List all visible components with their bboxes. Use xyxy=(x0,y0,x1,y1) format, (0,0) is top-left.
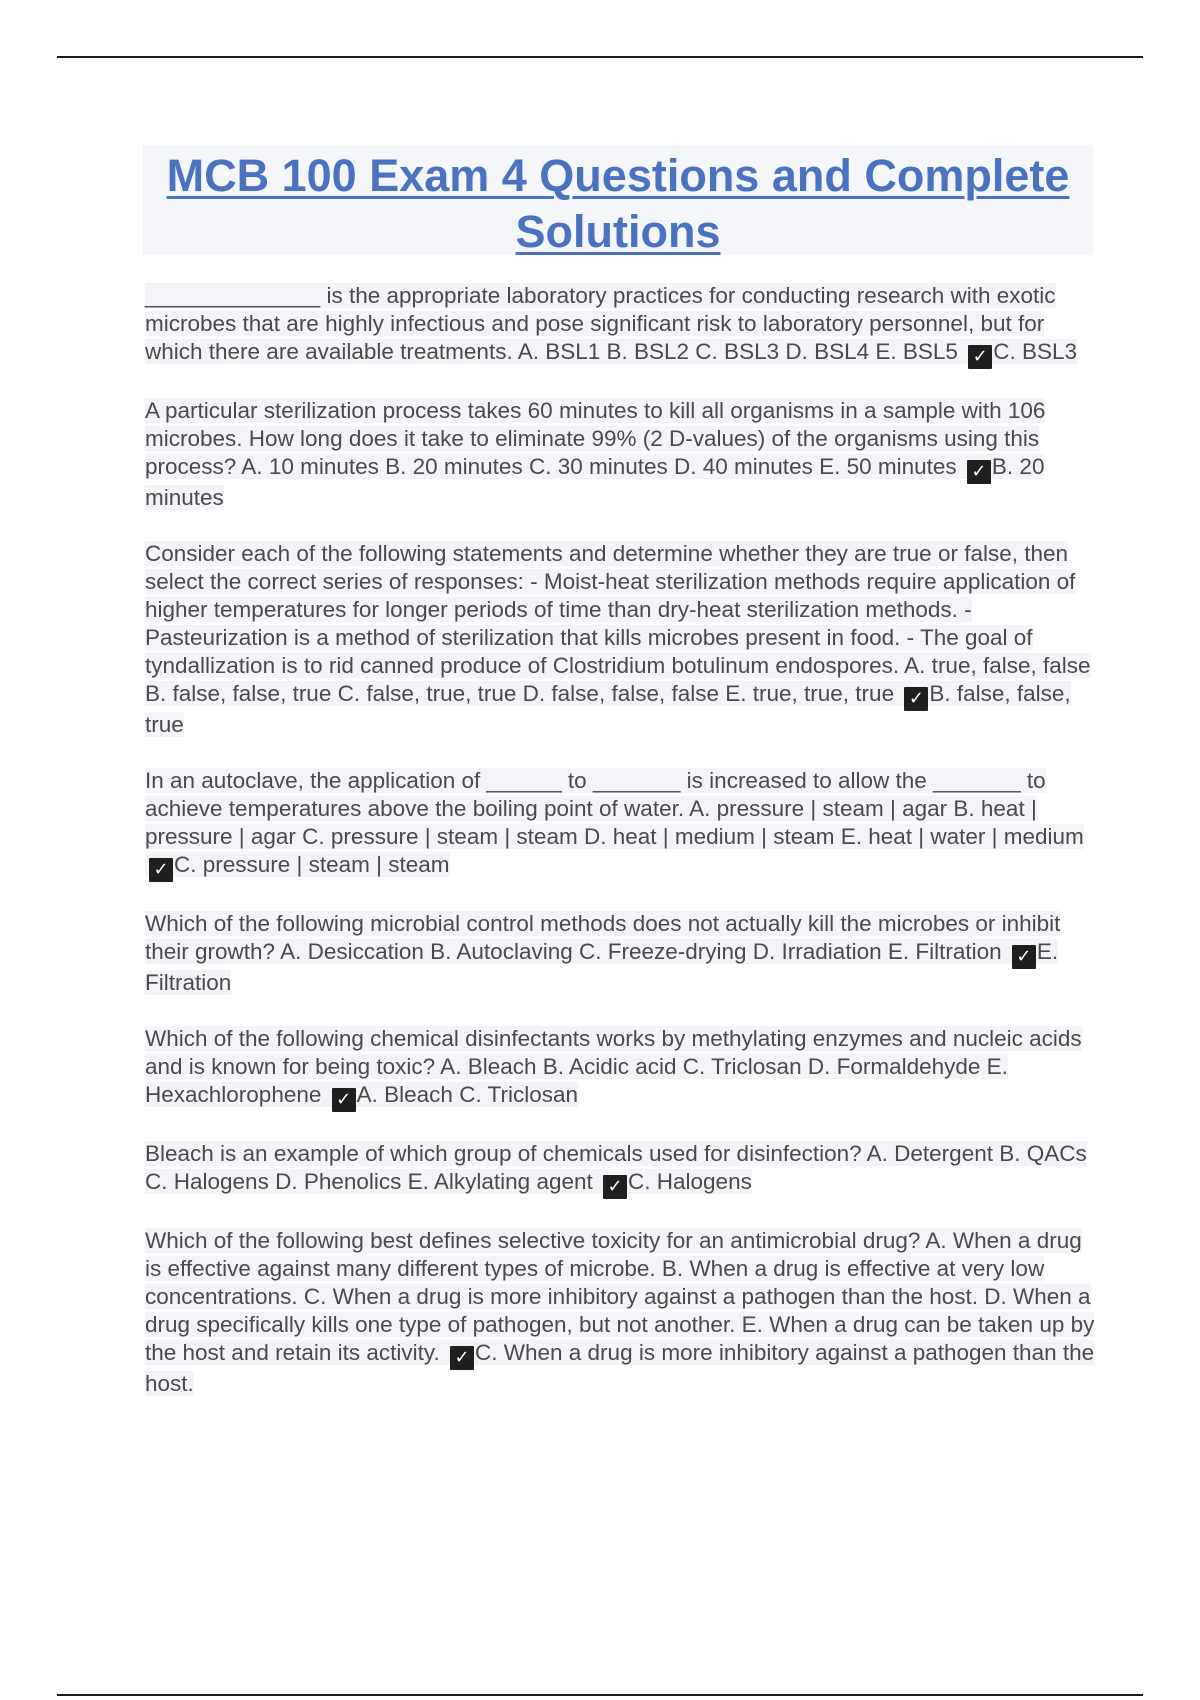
qa-item xyxy=(145,910,1095,997)
question-text: In an autoclave, the application of ______ to _______ is increased to allow the _______ to achieve temperatures above the boiling point of water. A. pressure | steam | agar B. heat | pressure | agar C. pressure | steam | steam D. heat | medium | steam E. heat | water | medium xyxy=(145,768,1084,849)
answer-text: B. 20 minutes xyxy=(145,454,1045,510)
question-text: ______________ is the appropriate laboratory practices for conducting research with exotic microbes that are highly infectious and pose significant risk to laboratory personnel, but for which there are available treatments. A. BSL1 B. BSL2 C. BSL3 D. BSL4 E. BSL5 xyxy=(145,283,1056,364)
checkmark-icon: ✓ xyxy=(904,687,928,711)
checkmark-icon: ✓ xyxy=(332,1088,356,1112)
answer-text: C. Halogens xyxy=(628,1169,752,1194)
checkmark-icon: ✓ xyxy=(450,1346,474,1370)
answer-text: E. Filtration xyxy=(145,939,1059,995)
question-text: Which of the following microbial control methods does not actually kill the microbes or inhibit their growth? A. Desiccation B. Autoclaving C. Freeze-drying D. Irradiation E. Filtration xyxy=(145,911,1061,964)
top-rule xyxy=(57,56,1143,58)
question-text: Consider each of the following statements and determine whether they are true or false, then select the correct series of responses: - Moist-heat sterilization methods require application of higher temperatures for longer periods of time than dry-heat sterilization methods. - Pasteurization is a method of sterilization that kills microbes present in food. - The goal of tyndallization is to rid canned produce of Clostridium botulinum endospores. A. true, false, false B. false, false, true C. false, true, true D. false, false, false E. true, true, true xyxy=(145,541,1091,706)
qa-item xyxy=(145,282,1095,369)
checkmark-icon: ✓ xyxy=(1012,945,1036,969)
document-title: MCB 100 Exam 4 Questions and Complete Solutions xyxy=(166,150,1070,257)
answer-text: C. pressure | steam | steam xyxy=(174,852,450,877)
bottom-rule xyxy=(57,1694,1143,1696)
question-text: Bleach is an example of which group of chemicals used for disinfection? A. Detergent B. QACs C. Halogens D. Phenolics E. Alkylating agent xyxy=(145,1141,1087,1194)
question-text: Which of the following chemical disinfectants works by methylating enzymes and nucleic acids and is known for being toxic? A. Bleach B. Acidic acid C. Triclosan D. Formaldehyde E. Hexachlorophene xyxy=(145,1026,1082,1107)
qa-item xyxy=(145,540,1095,739)
question-list xyxy=(145,282,1095,1426)
checkmark-icon: ✓ xyxy=(968,345,992,369)
qa-item xyxy=(145,1025,1095,1112)
checkmark-icon: ✓ xyxy=(967,460,991,484)
qa-item xyxy=(145,1227,1095,1398)
answer-text: A. Bleach C. Triclosan xyxy=(356,1082,578,1107)
question-text: A particular sterilization process takes 60 minutes to kill all organisms in a sample with 106 microbes. How long does it take to eliminate 99% (2 D-values) of the organisms using this process? A. 10 minutes B. 20 minutes C. 30 minutes D. 40 minutes E. 50 minutes xyxy=(145,398,1046,479)
qa-item xyxy=(145,397,1095,512)
qa-item xyxy=(145,1140,1095,1199)
answer-text: C. BSL3 xyxy=(993,339,1078,364)
checkmark-icon: ✓ xyxy=(603,1175,627,1199)
question-text: Which of the following best defines selective toxicity for an antimicrobial drug? A. When a drug is effective against many different types of microbe. B. When a drug is effective at very low concentrations. C. When a drug is more inhibitory against a pathogen than the host. D. When a drug specifically kills one type of pathogen, but not another. E. When a drug can be taken up by the host and retain its activity. xyxy=(145,1228,1095,1365)
answer-text: B. false, false, true xyxy=(145,681,1071,737)
title-banner xyxy=(143,145,1093,255)
checkmark-icon: ✓ xyxy=(149,858,173,882)
answer-text: C. When a drug is more inhibitory against a pathogen than the host. xyxy=(145,1340,1095,1396)
qa-item xyxy=(145,767,1095,882)
